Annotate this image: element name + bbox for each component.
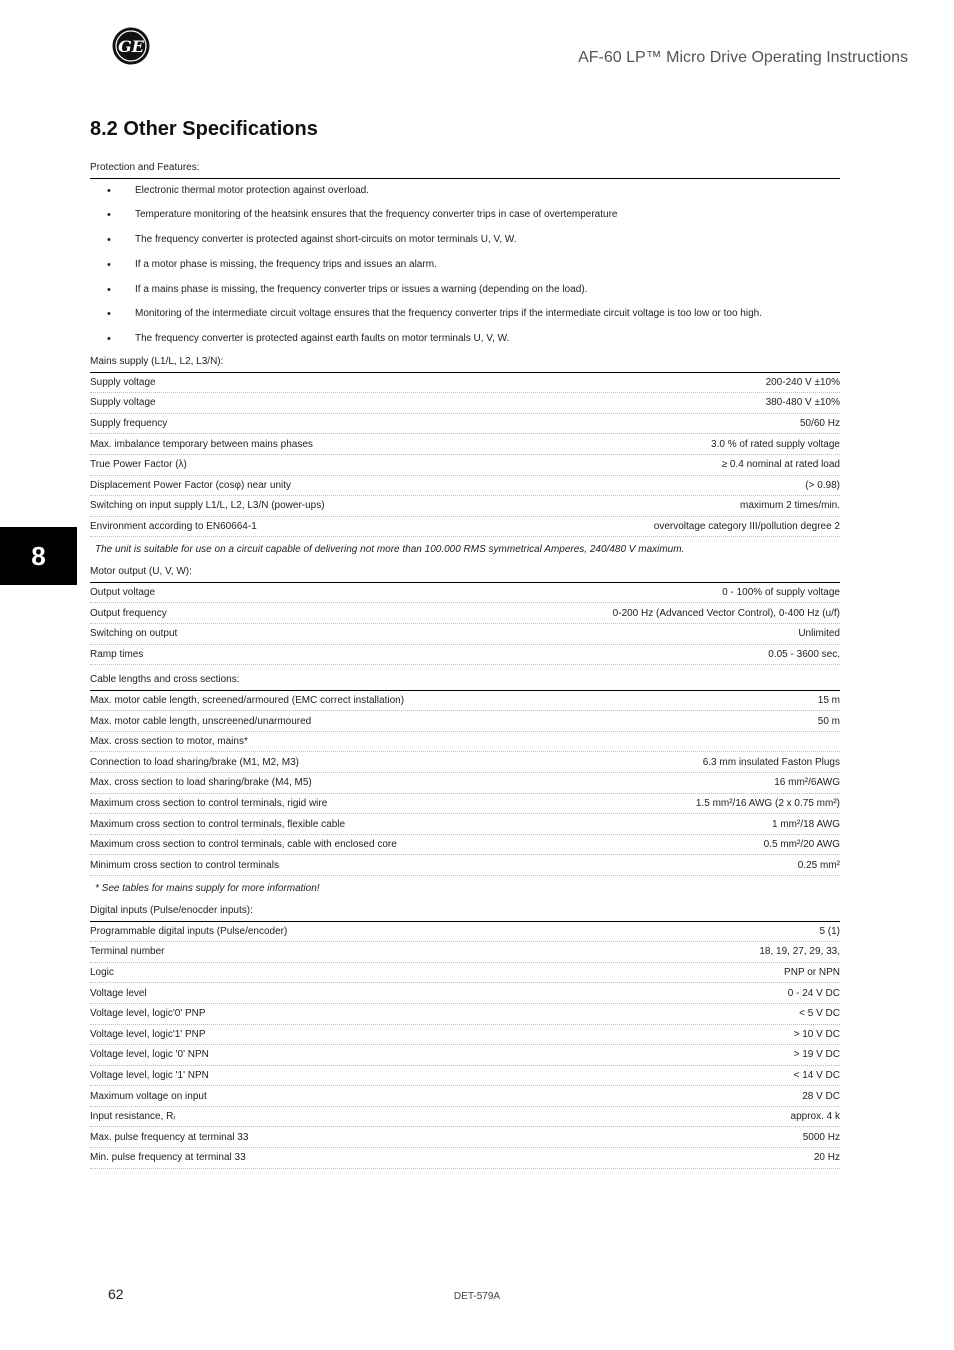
spec-value: 16 mm²/6AWG — [774, 777, 840, 789]
spec-value: (> 0.98) — [805, 479, 840, 491]
mains-note: The unit is suitable for use on a circuit capable of delivering not more than 100.000 RMS symmetrical Amperes, 240/480 V maximum. — [95, 544, 685, 556]
spec-parameter: Maximum cross section to control terminals, rigid wire — [90, 797, 328, 809]
mains-heading: Mains supply (L1/L, L2, L3/N): — [90, 352, 840, 373]
spec-parameter: Supply voltage — [90, 397, 156, 409]
spec-value: PNP or NPN — [784, 967, 840, 979]
spec-value: 28 V DC — [802, 1090, 840, 1102]
spec-parameter: Switching on output — [90, 628, 178, 640]
spec-value: > 10 V DC — [793, 1028, 840, 1040]
spec-row — [90, 835, 840, 856]
spec-parameter: Min. pulse frequency at terminal 33 — [90, 1152, 246, 1164]
spec-value: > 19 V DC — [793, 1049, 840, 1061]
spec-parameter: Terminal number — [90, 946, 165, 958]
spec-value: 0.25 mm² — [797, 859, 840, 871]
motor-table — [90, 583, 840, 665]
spec-value: 15 m — [817, 695, 840, 706]
spec-row — [90, 855, 840, 876]
spec-row — [90, 603, 840, 624]
protection-item: • Monitoring of the intermediate circuit voltage ensures that the frequency converter trips if the intermediate circuit voltage is too low or too high. — [90, 302, 840, 327]
protection-item: • Temperature monitoring of the heatsink ensures that the frequency converter trips in case of overtemperature — [90, 203, 840, 228]
spec-value: 1.5 mm²/16 AWG (2 x 0.75 mm²) — [695, 797, 840, 809]
spec-value: 380-480 V ±10% — [765, 397, 840, 409]
spec-parameter: Maximum voltage on input — [90, 1090, 207, 1102]
spec-value: 0.05 - 3600 sec. — [768, 648, 840, 660]
spec-row — [90, 1004, 840, 1025]
spec-value: 6.3 mm insulated Faston Plugs — [702, 756, 840, 768]
spec-content — [90, 158, 840, 1169]
chapter-tab: 8 — [0, 527, 77, 585]
ge-logo — [112, 27, 150, 65]
motor-heading: Motor output (U, V, W): — [90, 562, 840, 583]
spec-value: maximum 2 times/min. — [739, 500, 840, 512]
spec-parameter: Connection to load sharing/brake (M1, M2, M3) — [90, 756, 299, 768]
spec-parameter: Max. cross section to motor, mains* — [90, 736, 248, 748]
spec-row — [90, 1107, 840, 1128]
cable-note: * See tables for mains supply for more information! — [95, 883, 320, 895]
spec-row — [90, 1127, 840, 1148]
protection-heading: Protection and Features: — [90, 158, 840, 179]
spec-row — [90, 1066, 840, 1087]
spec-parameter: Programmable digital inputs (Pulse/encoder) — [90, 925, 288, 937]
spec-parameter: Input resistance, Rᵢ — [90, 1111, 175, 1123]
spec-parameter: True Power Factor (λ) — [90, 459, 187, 471]
spec-row — [90, 942, 840, 963]
spec-parameter: Supply frequency — [90, 418, 168, 430]
protection-list — [90, 179, 840, 353]
spec-value: 18, 19, 27, 29, 33, — [759, 946, 840, 958]
spec-row — [90, 434, 840, 455]
spec-value: 0.5 mm²/20 AWG — [763, 839, 840, 851]
spec-row — [90, 414, 840, 435]
spec-value: < 5 V DC — [799, 1008, 840, 1020]
spec-value: 3.0 % of rated supply voltage — [711, 438, 840, 450]
protection-item: • Electronic thermal motor protection against overload. — [90, 179, 840, 204]
spec-row — [90, 496, 840, 517]
spec-value: 5000 Hz — [802, 1131, 840, 1143]
protection-item: • The frequency converter is protected against earth faults on motor terminals U, V, W. — [90, 327, 840, 352]
spec-row — [90, 476, 840, 497]
spec-parameter: Switching on input supply L1/L, L2, L3/N (power-ups) — [90, 500, 325, 512]
spec-parameter: Maximum cross section to control terminals, flexible cable — [90, 818, 346, 830]
document-id: DET-579A — [453, 1291, 501, 1302]
document-title: AF-60 LP™ Micro Drive Operating Instructions — [578, 49, 908, 66]
spec-value: 50 m — [817, 715, 840, 727]
spec-row — [90, 814, 840, 835]
spec-row — [90, 1148, 840, 1169]
spec-row — [90, 732, 840, 753]
spec-parameter: Voltage level, logic '0' NPN — [90, 1049, 209, 1061]
spec-row — [90, 455, 840, 476]
spec-row — [90, 393, 840, 414]
logo-text: GE — [118, 37, 144, 56]
spec-parameter: Environment according to EN60664-1 — [90, 521, 257, 533]
spec-parameter: Voltage level, logic '1' NPN — [90, 1070, 209, 1081]
spec-row — [90, 691, 840, 712]
spec-value: Unlimited — [798, 628, 840, 640]
cable-table — [90, 691, 840, 876]
spec-parameter: Max. imbalance temporary between mains phases — [90, 438, 313, 450]
spec-parameter: Ramp times — [90, 648, 144, 660]
spec-row — [90, 794, 840, 815]
spec-row — [90, 1045, 840, 1066]
spec-row — [90, 711, 840, 732]
spec-parameter: Voltage level, logic'1' PNP — [90, 1028, 206, 1040]
cable-heading: Cable lengths and cross sections: — [90, 670, 840, 691]
spec-parameter: Minimum cross section to control terminals — [90, 859, 279, 871]
spec-parameter: Voltage level — [90, 987, 147, 999]
digital-heading: Digital inputs (Pulse/enocder inputs): — [90, 901, 840, 922]
spec-parameter: Output voltage — [90, 587, 156, 599]
spec-parameter: Output frequency — [90, 607, 167, 619]
spec-value: 5 (1) — [819, 925, 840, 937]
spec-parameter: Voltage level, logic'0' PNP — [90, 1008, 206, 1020]
protection-item: • If a mains phase is missing, the frequency converter trips or issues a warning (depending on the load). — [90, 278, 840, 303]
spec-row — [90, 645, 840, 666]
spec-value: overvoltage category III/pollution degree 2 — [653, 521, 840, 533]
spec-parameter: Max. motor cable length, screened/armoured (EMC correct installation) — [90, 695, 405, 706]
spec-value: 0-200 Hz (Advanced Vector Control), 0-400 Hz (u/f) — [612, 607, 840, 619]
spec-value: 0 - 24 V DC — [787, 987, 840, 999]
spec-value: < 14 V DC — [793, 1070, 840, 1081]
spec-value: 1 mm²/18 AWG — [772, 818, 840, 830]
page-number: 62 — [108, 1286, 124, 1302]
spec-row — [90, 773, 840, 794]
mains-table — [90, 373, 840, 538]
spec-value: 200-240 V ±10% — [765, 376, 840, 388]
protection-item: • The frequency converter is protected against short-circuits on motor terminals U, V, W. — [90, 228, 840, 253]
spec-value: 20 Hz — [813, 1152, 840, 1164]
spec-value: 0 - 100% of supply voltage — [722, 587, 840, 599]
spec-row — [90, 1086, 840, 1107]
spec-row — [90, 963, 840, 984]
digital-table — [90, 922, 840, 1169]
spec-parameter: Supply voltage — [90, 376, 156, 388]
spec-row — [90, 752, 840, 773]
spec-row — [90, 373, 840, 394]
spec-value: ≥ 0.4 nominal at rated load — [721, 459, 840, 471]
spec-value: approx. 4 k — [790, 1111, 840, 1123]
spec-row — [90, 1025, 840, 1046]
spec-row — [90, 922, 840, 943]
spec-row — [90, 517, 840, 538]
spec-row — [90, 583, 840, 604]
protection-item: • If a motor phase is missing, the frequency trips and issues an alarm. — [90, 253, 840, 278]
spec-parameter: Displacement Power Factor (cosφ) near unity — [90, 479, 292, 491]
spec-parameter: Logic — [90, 967, 114, 979]
spec-parameter: Max. pulse frequency at terminal 33 — [90, 1131, 249, 1143]
spec-parameter: Max. cross section to load sharing/brake (M4, M5) — [90, 777, 312, 789]
section-title: 8.2 Other Specifications — [90, 118, 318, 140]
spec-row — [90, 983, 840, 1004]
spec-value: 50/60 Hz — [799, 418, 840, 430]
spec-parameter: Max. motor cable length, unscreened/unarmoured — [90, 715, 312, 727]
spec-row — [90, 624, 840, 645]
spec-parameter: Maximum cross section to control terminals, cable with enclosed core — [90, 839, 397, 851]
